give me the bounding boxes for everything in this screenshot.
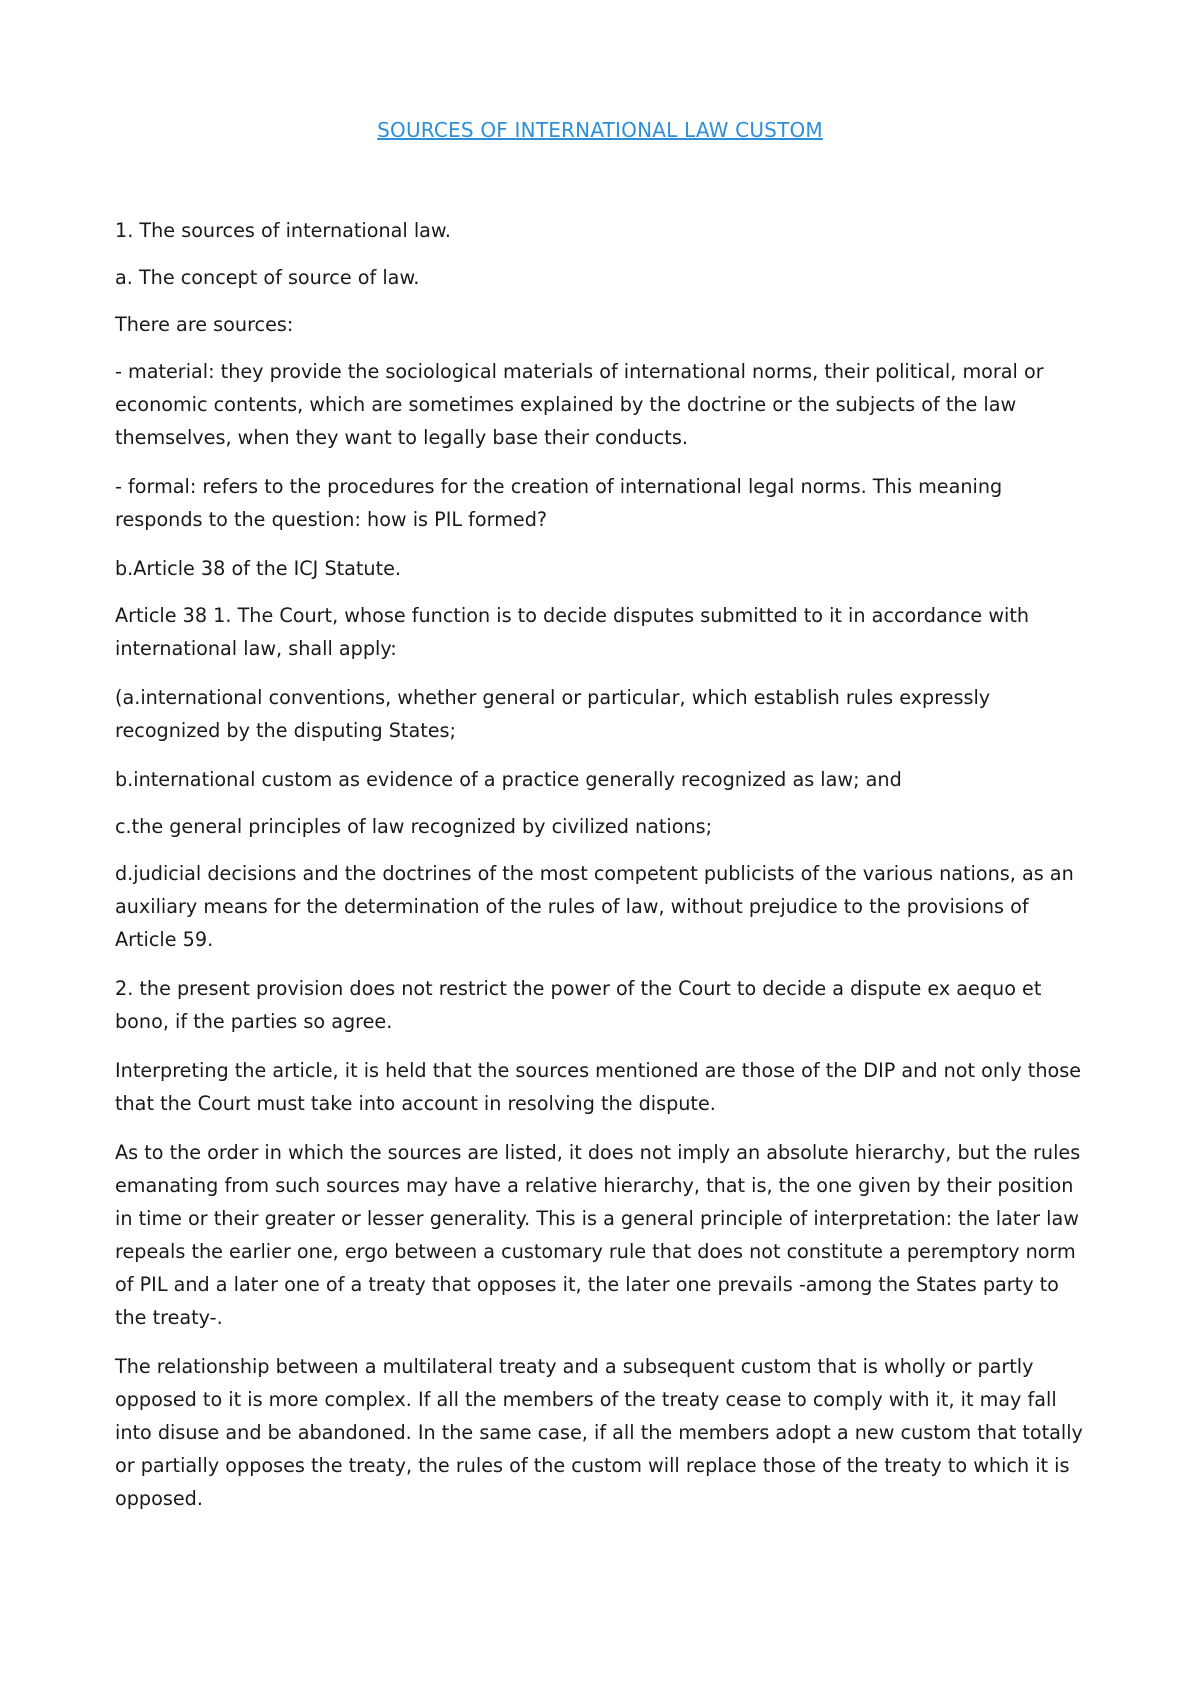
document-body	[115, 214, 1095, 1531]
paragraph-item-2: 2. the present provision does not restrict the power of the Court to decide a dispute ex aequo et bono, if the parties so agree.	[115, 977, 1042, 1033]
paragraph-formal: - formal: refers to the procedures for the creation of international legal norms. This meaning responds to the question: how is PIL formed?	[115, 475, 1003, 531]
paragraph-there-are-sources: There are sources:	[115, 313, 294, 336]
paragraph-item-a: (a.international conventions, whether general or particular, which establish rules expressly recognized by the disputing States;	[115, 686, 991, 742]
paragraph-heading-concept: a. The concept of source of law.	[115, 266, 420, 289]
paragraph-item-b: b.international custom as evidence of a practice generally recognized as law; and	[115, 768, 902, 791]
paragraph-item-c: c.the general principles of law recognized by civilized nations;	[115, 815, 713, 838]
paragraph-multilateral-treaty: The relationship between a multilateral treaty and a subsequent custom that is wholly or partly opposed to it is more complex. If all the members of the treaty cease to comply with it, it may fall into disuse and be abandoned. In the same case, if all the members adopt a new custom that totally or partially opposes the treaty, the rules of the custom will replace those of the treaty to which it is opposed.	[115, 1355, 1083, 1510]
paragraph-material: - material: they provide the sociological materials of international norms, their political, moral or economic contents, which are sometimes explained by the doctrine or the subjects of the law themselves, when they want to legally base their conducts.	[115, 360, 1044, 449]
paragraph-order-hierarchy: As to the order in which the sources are listed, it does not imply an absolute hierarchy, but the rules emanating from such sources may have a relative hierarchy, that is, the one given by their position in time or their greater or lesser generality. This is a general principle of interpretation: the later law repeals the earlier one, ergo between a customary rule that does not constitute a peremptory norm of PIL and a later one of a treaty that opposes it, the later one prevails -among the States party to the treaty-.	[115, 1141, 1081, 1329]
paragraph-interpreting: Interpreting the article, it is held that the sources mentioned are those of the DIP and not only those that the Court must take into account in resolving the dispute.	[115, 1059, 1082, 1115]
paragraph-article-38-intro: Article 38 1. The Court, whose function is to decide disputes submitted to it in accordance with international law, shall apply:	[115, 604, 1030, 660]
paragraph-item-d: d.judicial decisions and the doctrines of the most competent publicists of the various nations, as an auxiliary means for the determination of the rules of law, without prejudice to the provisions of Article 59.	[115, 862, 1074, 951]
paragraph-heading-sources: 1. The sources of international law.	[115, 219, 451, 242]
paragraph-heading-article-38: b.Article 38 of the ICJ Statute.	[115, 557, 402, 580]
document-title: SOURCES OF INTERNATIONAL LAW CUSTOM	[377, 118, 823, 142]
